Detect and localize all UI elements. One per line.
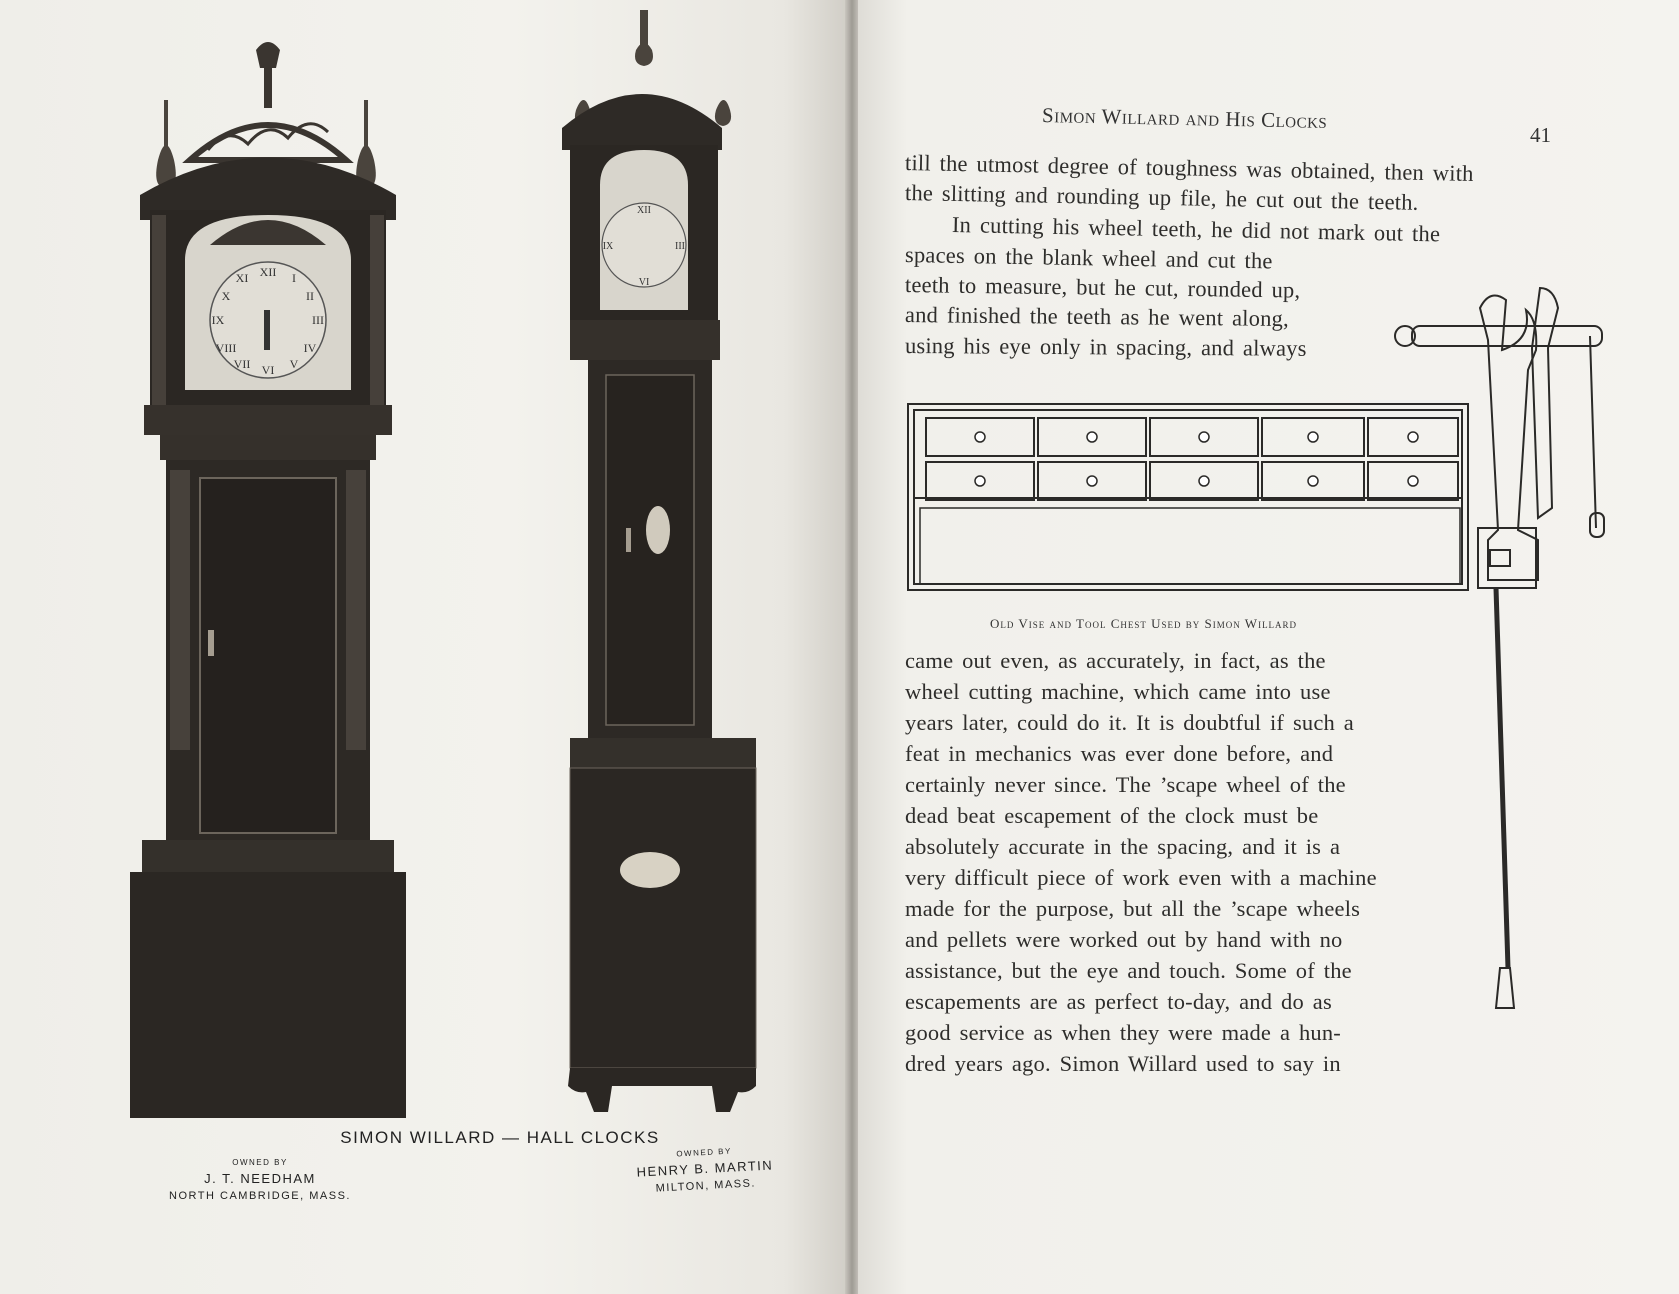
text-line: the slitting and rounding up file, he cut out the teeth. — [904, 180, 1419, 215]
owner-credit-right — [619, 1144, 791, 1197]
svg-text:V: V — [289, 357, 299, 371]
text-line: and pellets were worked out by hand with no — [905, 927, 1343, 952]
svg-text:III: III — [675, 241, 685, 252]
text-line: using his eye only in spacing, and always — [904, 333, 1307, 361]
hall-clocks-photo — [130, 10, 830, 1120]
book-gutter — [845, 0, 859, 1294]
owner-place: NORTH CAMBRIDGE, MASS. — [169, 1190, 351, 1202]
text-line: came out even, as accurately, in fact, as the — [905, 648, 1326, 673]
text-line: feat in mechanics was ever done before, and — [905, 741, 1334, 766]
text-line: wheel cutting machine, which came into use — [905, 679, 1331, 704]
svg-text:VII: VII — [233, 357, 251, 371]
text-line: In cutting his wheel teeth, he did not mark out the — [951, 212, 1441, 247]
text-line: spaces on the blank wheel and cut the — [904, 242, 1273, 274]
svg-text:I: I — [292, 271, 296, 285]
text-line: absolutely accurate in the spacing, and it is a — [905, 834, 1341, 859]
svg-text:VI: VI — [638, 277, 650, 288]
text-line: assistance, but the eye and touch. Some of the — [905, 958, 1352, 983]
svg-text:XI: XI — [235, 271, 249, 285]
text-line: and finished the teeth as he went along, — [904, 302, 1290, 332]
text-line: years later, could do it. It is doubtful if such a — [905, 710, 1354, 735]
svg-text:II: II — [306, 289, 314, 303]
text-line: till the utmost degree of toughness was obtained, then with — [904, 150, 1474, 186]
owned-by-label: OWNED BY — [232, 1158, 288, 1167]
text-line: dead beat escapement of the clock must be — [905, 803, 1319, 828]
svg-text:XII: XII — [259, 265, 277, 279]
text-line: certainly never since. The ’scape wheel of the — [905, 772, 1346, 797]
text-line: made for the purpose, but all the ’scape wheels — [905, 896, 1361, 921]
martin-hall-clock — [562, 10, 756, 1112]
text-line: very difficult piece of work even with a machine — [905, 865, 1377, 890]
figure-caption: Old Vise and Tool Chest Used by Simon Willard — [990, 616, 1298, 631]
text-line: teeth to measure, but he cut, rounded up, — [904, 272, 1301, 303]
text-line: escapements are as perfect to-day, and do as — [905, 989, 1332, 1014]
svg-text:IX: IX — [602, 241, 614, 252]
plate-caption-title: SIMON WILLARD — HALL CLOCKS — [340, 1128, 660, 1147]
svg-text:VIII: VIII — [215, 341, 237, 355]
owner-name: J. T. NEEDHAM — [204, 1171, 316, 1186]
svg-text:IV: IV — [303, 341, 317, 355]
svg-text:III: III — [312, 313, 324, 327]
owner-name: HENRY B. MARTIN — [636, 1157, 774, 1180]
owned-by-label: OWNED BY — [676, 1146, 733, 1159]
svg-text:X: X — [221, 289, 231, 303]
svg-text:XII: XII — [637, 205, 651, 216]
svg-text:VI: VI — [261, 363, 275, 377]
text-line: dred years ago. Simon Willard used to say in — [905, 1051, 1341, 1076]
running-head: Simon Willard and His Clocks — [1041, 103, 1328, 133]
needham-hall-clock — [130, 42, 406, 1118]
owner-place: MILTON, MASS. — [655, 1177, 757, 1195]
owner-credit-left — [150, 1158, 370, 1202]
page-number: 41 — [1530, 123, 1551, 147]
text-line: good service as when they were made a hun- — [905, 1020, 1341, 1045]
svg-text:IX: IX — [211, 313, 225, 327]
